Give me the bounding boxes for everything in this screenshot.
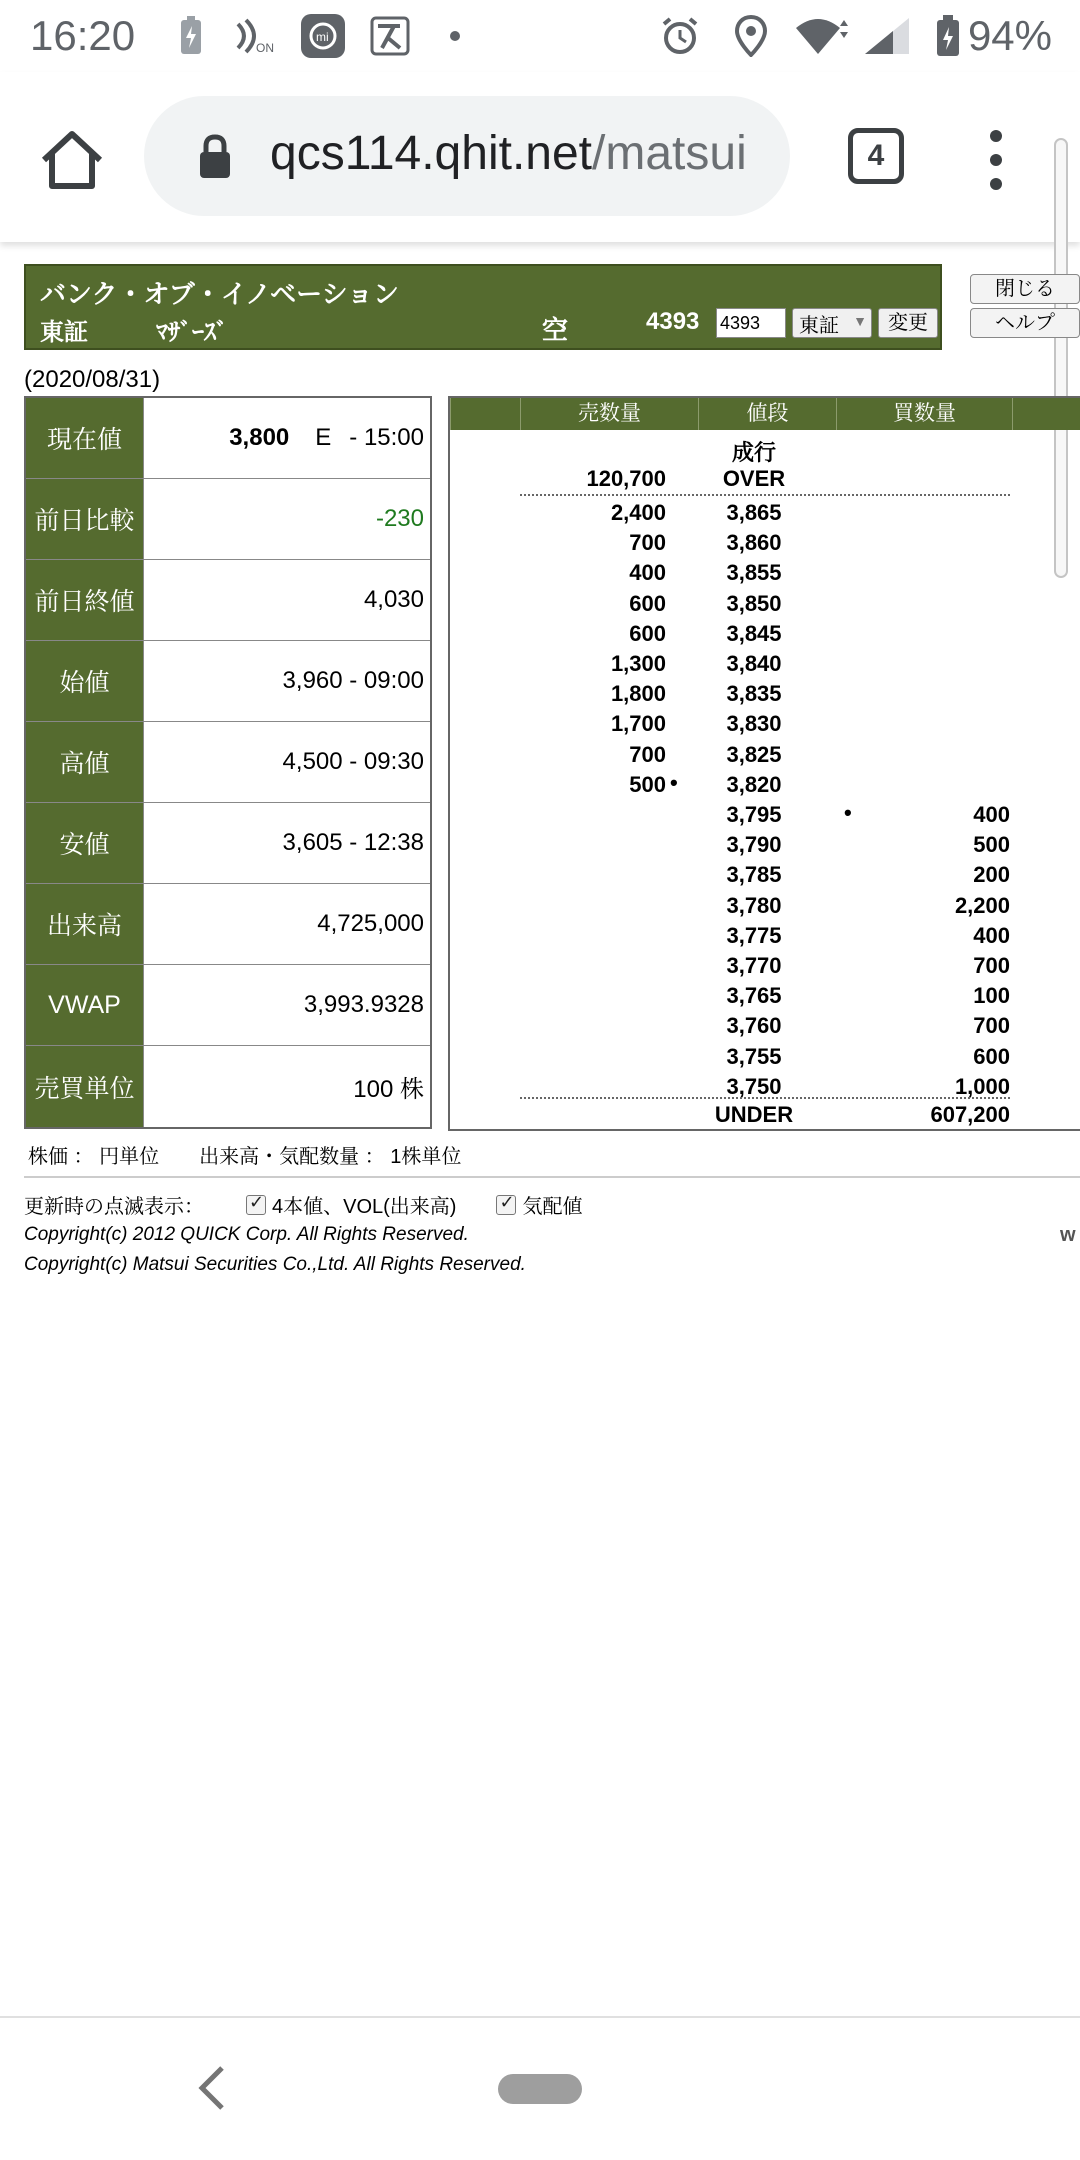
market-select-value: 東証 [799, 315, 839, 337]
under-label: UNDER [714, 1102, 794, 1127]
url-host: qcs114.qhit.net [270, 127, 593, 180]
battery-charging-icon [176, 14, 206, 58]
nfc-on-icon [234, 14, 280, 58]
buy-row [450, 951, 1080, 981]
volume-label: 出来高 [26, 884, 144, 964]
price: 3,770 [726, 953, 782, 978]
buy-qty: 700 [973, 953, 1010, 978]
nav-divider [0, 2016, 1080, 2018]
buy-row [450, 891, 1080, 921]
close-button[interactable]: 閉じる [970, 274, 1080, 304]
sell-row [450, 528, 1080, 558]
change-value: -230 [375, 505, 424, 532]
buy-qty: 200 [973, 862, 1010, 888]
over-row [450, 464, 1080, 494]
buy-qty: 700 [973, 1013, 1010, 1039]
buy-row [450, 860, 1080, 890]
menu-dot-icon [990, 154, 1002, 166]
table-row [26, 479, 430, 560]
stock-header [24, 264, 942, 350]
prev-close-label: 前日終値 [26, 560, 144, 640]
quote-info-table [24, 396, 432, 1129]
buy-row [450, 921, 1080, 951]
table-row [26, 560, 430, 641]
dot-icon [448, 14, 462, 58]
sell-row [450, 740, 1080, 770]
trading-unit-value: 100 株 [353, 1076, 424, 1103]
table-row [26, 965, 430, 1046]
sell-qty: 400 [629, 560, 666, 586]
url-text [270, 126, 747, 181]
board-name: ﾏｻﾞｰｽﾞ [156, 319, 228, 346]
mi-app-icon [300, 14, 346, 58]
over-qty: 120,700 [586, 466, 666, 491]
table-row [26, 722, 430, 803]
home-icon [36, 124, 108, 196]
wifi-icon [794, 14, 852, 58]
trading-unit-label: 売買単位 [26, 1046, 144, 1127]
sell-qty: 2,400 [610, 500, 666, 525]
ohlc-volume-checkbox-label: 4本値、VOL(出来高) [272, 1196, 457, 1218]
blink-settings [24, 1190, 582, 1219]
market-name: 東証 [40, 319, 88, 346]
vwap-label: VWAP [26, 965, 144, 1045]
price: 3,750 [726, 1073, 782, 1099]
price: 3,830 [726, 711, 782, 737]
header-spacer [450, 398, 520, 430]
blink-label: 更新時の点滅表示： [24, 1196, 204, 1218]
market-order-label: 成行 [731, 440, 776, 465]
high-value: 4,500 - 09:30 [282, 748, 424, 775]
sell-row [450, 558, 1080, 588]
current-price-flag: E [315, 424, 332, 451]
status-bar [0, 0, 1080, 72]
price: 3,860 [726, 530, 782, 556]
url-path: /matsui [592, 127, 747, 180]
price: 3,845 [726, 620, 782, 646]
help-button[interactable]: ヘルプ [970, 308, 1080, 338]
status-flag: 空 [542, 315, 569, 345]
buy-qty: 600 [973, 1043, 1010, 1069]
sell-row [450, 679, 1080, 709]
divider [520, 494, 1010, 496]
open-label: 始値 [26, 641, 144, 721]
volume-value: 4,725,000 [317, 910, 424, 937]
menu-dot-icon [990, 178, 1002, 190]
change-label: 前日比較 [26, 479, 144, 559]
price: 3,835 [726, 681, 782, 707]
price: 3,865 [726, 500, 782, 525]
ohlc-volume-checkbox[interactable] [246, 1195, 266, 1215]
price: 3,820 [726, 771, 782, 797]
under-qty: 607,200 [930, 1102, 1010, 1127]
price: 3,755 [726, 1043, 782, 1069]
price: 3,780 [726, 892, 782, 918]
price: 3,765 [726, 983, 782, 1009]
price: 3,760 [726, 1013, 782, 1039]
buy-qty-header: 買数量 [836, 398, 1012, 430]
divider [520, 1097, 1010, 1099]
svg-text:ON: ON [256, 41, 274, 55]
svg-text:mi: mi [316, 30, 329, 44]
table-row [26, 398, 430, 479]
battery-icon [934, 14, 962, 58]
vwap-value: 3,993.9328 [303, 991, 424, 1018]
under-row [450, 1100, 1080, 1130]
company-name: バンク・オブ・イノベーション [40, 279, 400, 309]
status-time: 16:20 [30, 12, 136, 59]
lock-icon [198, 134, 232, 180]
buy-qty: 500 [973, 832, 1010, 858]
low-label: 安値 [26, 803, 144, 883]
price: 3,775 [726, 922, 782, 948]
quote-date: (2020/08/31) [24, 366, 161, 393]
price: 3,850 [726, 590, 782, 616]
market-order-row [450, 434, 1080, 464]
home-button[interactable] [36, 124, 108, 196]
price: 3,790 [726, 832, 782, 858]
sell-row [450, 619, 1080, 649]
alarm-icon [658, 14, 702, 58]
buy-row [450, 1042, 1080, 1072]
sell-qty: 500 [629, 771, 666, 797]
header-spacer [1012, 398, 1080, 430]
current-price-value [144, 398, 430, 478]
buy-row [450, 981, 1080, 1011]
quote-checkbox[interactable] [496, 1195, 516, 1215]
code-input[interactable] [716, 308, 786, 338]
current-price-time: - 15:00 [349, 424, 424, 451]
page-content [0, 250, 1080, 2010]
buy-qty: 400 [973, 802, 1010, 827]
price-header: 値段 [698, 398, 836, 430]
buy-row [450, 830, 1080, 860]
price: 3,795 [726, 802, 782, 827]
prev-close-value: 4,030 [363, 586, 424, 613]
buy-row [450, 800, 1080, 830]
buy-row [450, 1011, 1080, 1041]
chevron-down-icon: ▼ [853, 313, 867, 329]
price: 3,825 [726, 741, 782, 767]
sell-row [450, 498, 1080, 528]
sell-row [450, 709, 1080, 739]
address-bar[interactable] [144, 96, 790, 216]
home-gesture-pill[interactable] [498, 2074, 582, 2104]
sell-qty: 600 [629, 620, 666, 646]
battery-percent: 94% [967, 12, 1052, 59]
sell-qty: 1,300 [610, 651, 666, 676]
open-value: 3,960 - 09:00 [282, 667, 424, 694]
menu-dot-icon [990, 130, 1002, 142]
page-edge-mark: w [1060, 1224, 1076, 1246]
sell-row [450, 589, 1080, 619]
price: 3,785 [726, 862, 782, 888]
sell-qty: 600 [629, 590, 666, 616]
price: 3,840 [726, 651, 782, 676]
best-bid-marker-icon: • [844, 800, 852, 825]
browser-toolbar [0, 72, 1080, 242]
buy-qty: 1,000 [954, 1073, 1010, 1099]
sell-qty: 1,800 [610, 681, 666, 707]
signal-icon [862, 14, 912, 58]
low-value: 3,605 - 12:38 [282, 829, 424, 856]
sell-qty: 700 [629, 741, 666, 767]
sell-qty: 700 [629, 530, 666, 556]
table-row [26, 803, 430, 884]
k-app-icon [368, 14, 412, 58]
order-book-header [450, 398, 1080, 430]
back-arrow-icon [196, 2064, 226, 2112]
buy-qty: 100 [973, 983, 1010, 1009]
table-row [26, 641, 430, 722]
quote-checkbox-label: 気配値 [522, 1196, 583, 1218]
location-icon [734, 14, 768, 58]
unit-note: 株価 ： 円単位 出来高・気配数量 ： 1株単位 [28, 1146, 462, 1168]
back-button[interactable] [196, 2064, 226, 2112]
tab-switcher-button[interactable]: 4 [848, 128, 904, 184]
best-ask-marker-icon: • [670, 769, 678, 795]
buy-qty: 2,200 [954, 892, 1010, 918]
table-row [26, 1046, 430, 1127]
price: 3,855 [726, 560, 782, 586]
divider [24, 1176, 1080, 1178]
sell-qty: 1,700 [610, 711, 666, 737]
current-price-label: 現在値 [26, 398, 144, 478]
copyright-quick: Copyright(c) 2012 QUICK Corp. All Rights Reserved. [24, 1224, 469, 1245]
sell-row [450, 770, 1080, 800]
change-button[interactable]: 変更 [878, 308, 938, 338]
order-book [448, 396, 1080, 1131]
overflow-menu-button[interactable] [982, 130, 1010, 190]
sell-row [450, 649, 1080, 679]
current-price: 3,800 [229, 424, 290, 451]
sell-qty-header: 売数量 [520, 398, 698, 430]
market-select[interactable] [792, 308, 872, 338]
high-label: 高値 [26, 722, 144, 802]
over-label: OVER [722, 466, 786, 491]
buy-qty: 400 [973, 922, 1010, 948]
stock-code: 4393 [646, 308, 700, 335]
copyright-matsui: Copyright(c) Matsui Securities Co.,Ltd. All Rights Reserved. [24, 1254, 526, 1275]
table-row [26, 884, 430, 965]
